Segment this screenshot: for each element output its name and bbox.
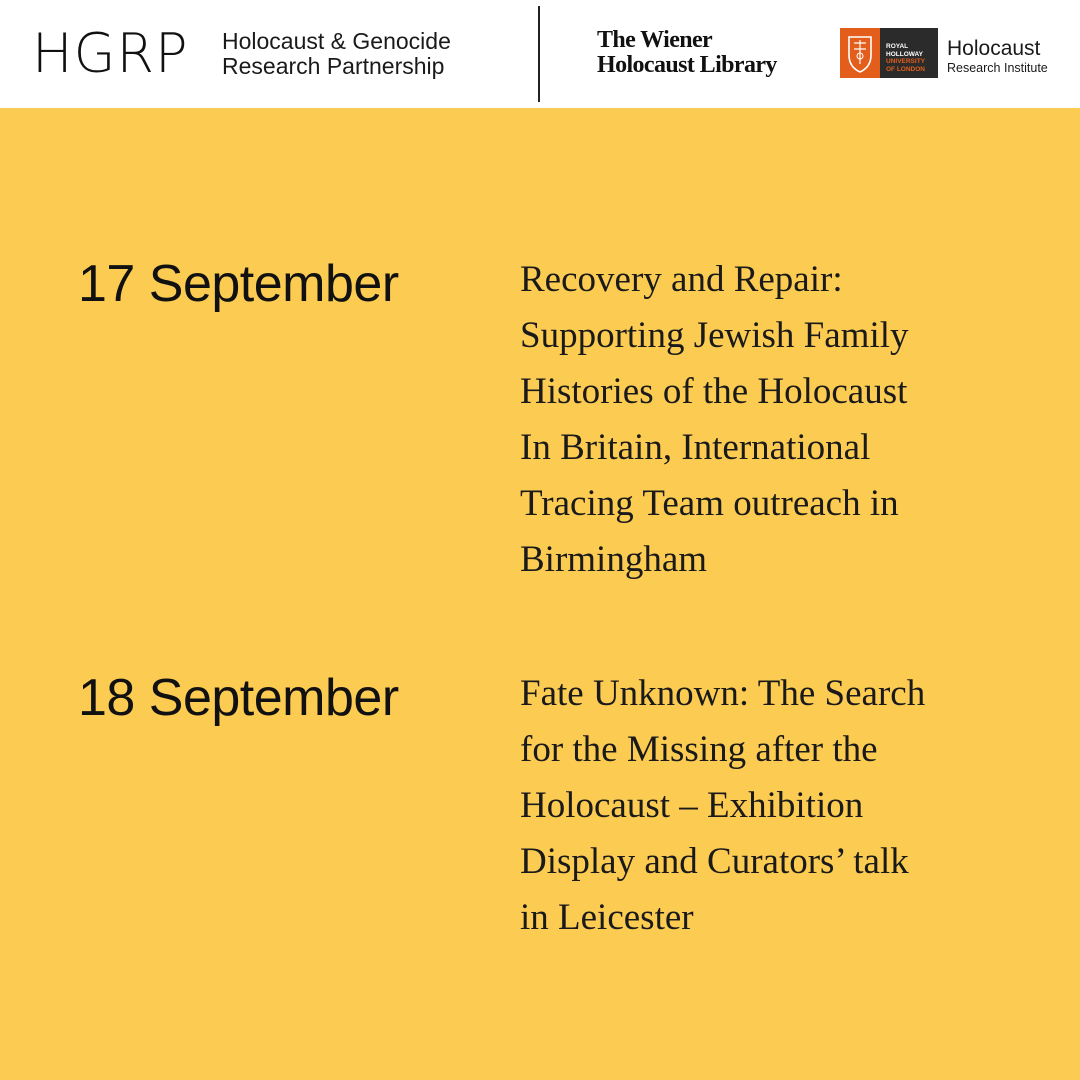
event-title <box>520 252 1020 588</box>
hgrp-name <box>222 29 451 79</box>
event-title-line: Recovery and Repair: <box>520 259 843 300</box>
institute-title: Holocaust <box>947 37 1041 60</box>
event-title-line: Histories of the Holocaust <box>520 371 908 412</box>
holocaust-research-institute <box>947 37 1048 76</box>
wiener-library-logo <box>597 28 777 78</box>
event-date: 17 September <box>78 255 399 313</box>
hgrp-logo: HGRP <box>32 22 189 85</box>
royal-holloway-wordmark <box>880 28 938 78</box>
event-title-line: Holocaust – Exhibition <box>520 785 864 826</box>
rh-line-4: OF LONDON <box>886 65 925 73</box>
event-title-line: Display and Curators’ talk <box>520 841 909 882</box>
event-title-line: for the Missing after the <box>520 729 878 770</box>
event-title <box>520 666 1020 946</box>
rh-line-3: UNIVERSITY <box>886 58 926 65</box>
event-title-line: Tracing Team outreach in <box>520 483 899 524</box>
hgrp-name-line-1: Holocaust & Genocide <box>222 28 451 54</box>
header-divider <box>538 6 540 102</box>
header-bar <box>0 0 1080 108</box>
royal-holloway-crest-icon <box>840 28 880 78</box>
event-title-line: In Britain, International <box>520 427 871 468</box>
rh-line-2: HOLLOWAY <box>886 50 923 58</box>
hgrp-name-line-2: Research Partnership <box>222 53 445 79</box>
wiener-line-2: Holocaust Library <box>597 52 777 78</box>
event-title-line: in Leicester <box>520 897 694 938</box>
rh-line-1: ROYAL <box>886 43 909 50</box>
event-title-line: Fate Unknown: The Search <box>520 673 926 714</box>
event-title-line: Supporting Jewish Family <box>520 315 909 356</box>
wiener-line-1: The Wiener <box>597 27 713 53</box>
institute-subtitle: Research Institute <box>947 61 1048 75</box>
event-date: 18 September <box>78 669 399 727</box>
event-title-line: Birmingham <box>520 539 708 580</box>
